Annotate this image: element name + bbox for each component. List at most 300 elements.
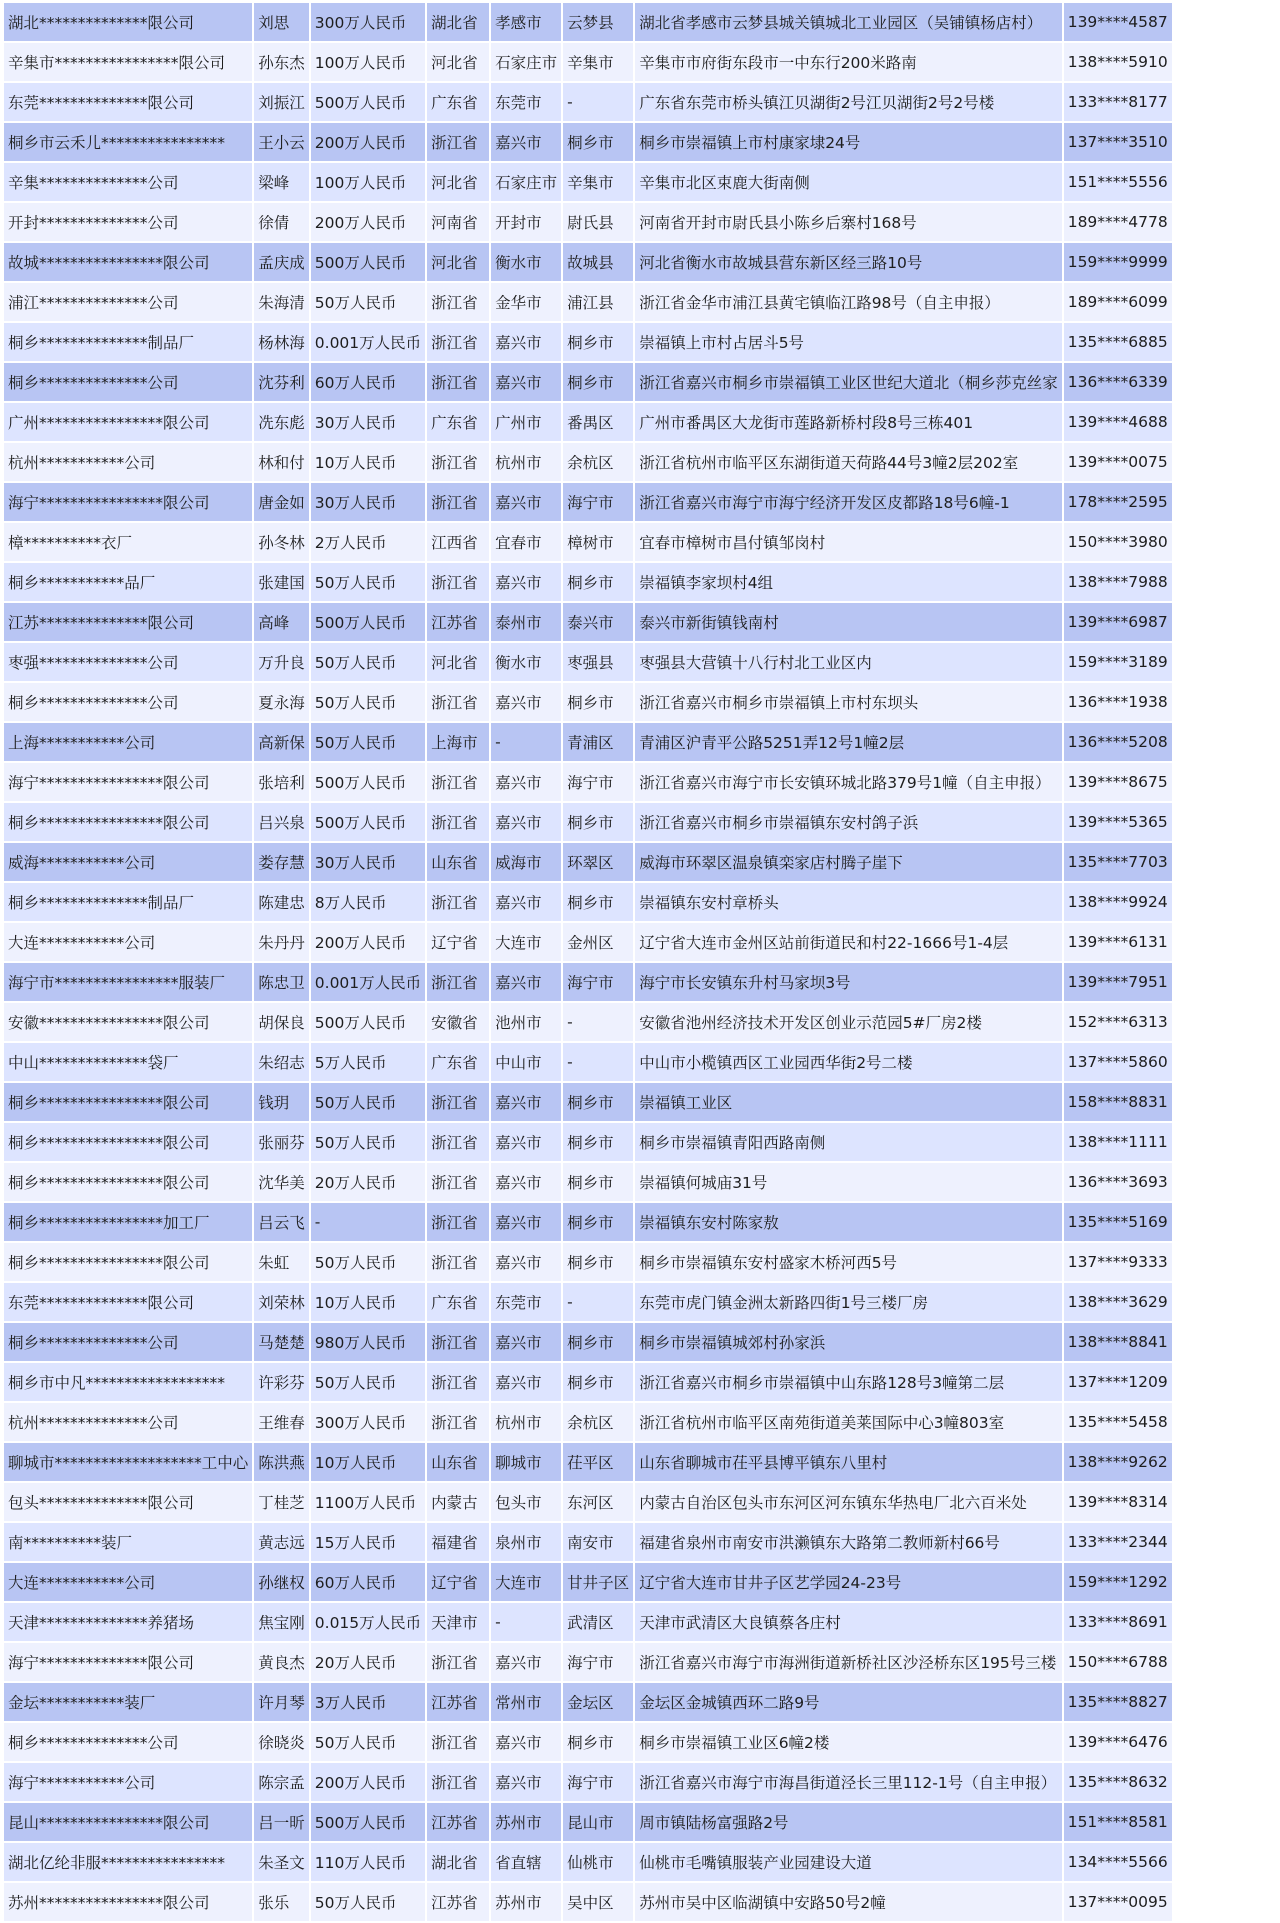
phone-cell: 139****5365 <box>1064 803 1174 843</box>
company-name-cell: 桐乡****************限公司 <box>4 1083 254 1123</box>
table-row <box>4 1763 1174 1803</box>
phone-cell: 137****3510 <box>1064 123 1174 163</box>
district-cell: 桐乡市 <box>563 1243 635 1283</box>
district-cell: 桐乡市 <box>563 883 635 923</box>
registered-capital-cell: 50万人民币 <box>311 643 427 683</box>
address-cell: 宜春市樟树市昌付镇邹岗村 <box>635 523 1064 563</box>
phone-cell: 151****5556 <box>1064 163 1174 203</box>
company-name-cell: 海宁***********公司 <box>4 1763 254 1803</box>
table-row <box>4 1643 1174 1683</box>
province-cell: 河北省 <box>427 643 491 683</box>
registered-capital-cell: 0.015万人民币 <box>311 1603 427 1643</box>
province-cell: 江西省 <box>427 523 491 563</box>
phone-cell: 150****6788 <box>1064 1643 1174 1683</box>
contact-name-cell: 高新保 <box>254 723 311 763</box>
city-cell: 大连市 <box>491 1563 563 1603</box>
province-cell: 上海市 <box>427 723 491 763</box>
district-cell: 海宁市 <box>563 1643 635 1683</box>
registered-capital-cell: 50万人民币 <box>311 563 427 603</box>
address-cell: 威海市环翠区温泉镇栾家店村腾子崖下 <box>635 843 1064 883</box>
phone-cell: 135****7703 <box>1064 843 1174 883</box>
registered-capital-cell: 30万人民币 <box>311 483 427 523</box>
registered-capital-cell: 20万人民币 <box>311 1163 427 1203</box>
registered-capital-cell: 30万人民币 <box>311 403 427 443</box>
district-cell: 桐乡市 <box>563 1123 635 1163</box>
phone-cell: 139****6131 <box>1064 923 1174 963</box>
phone-cell: 135****5458 <box>1064 1403 1174 1443</box>
address-cell: 浙江省嘉兴市海宁市长安镇环城北路379号1幢（自主申报） <box>635 763 1064 803</box>
company-name-cell: 桐乡****************限公司 <box>4 1243 254 1283</box>
table-row <box>4 1043 1174 1083</box>
province-cell: 浙江省 <box>427 1163 491 1203</box>
address-cell: 枣强县大营镇十八行村北工业区内 <box>635 643 1064 683</box>
registered-capital-cell: 50万人民币 <box>311 1123 427 1163</box>
city-cell: 嘉兴市 <box>491 763 563 803</box>
table-row <box>4 1483 1174 1523</box>
contact-name-cell: 张培利 <box>254 763 311 803</box>
table-row <box>4 203 1174 243</box>
registered-capital-cell: 15万人民币 <box>311 1523 427 1563</box>
table-body <box>4 3 1174 1923</box>
address-cell: 桐乡市崇福镇东安村盛家木桥河西5号 <box>635 1243 1064 1283</box>
address-cell: 浙江省嘉兴市海宁市海昌街道泾长三里112-1号（自主申报） <box>635 1763 1064 1803</box>
city-cell: 嘉兴市 <box>491 883 563 923</box>
table-row <box>4 243 1174 283</box>
address-cell: 泰兴市新街镇钱南村 <box>635 603 1064 643</box>
province-cell: 浙江省 <box>427 323 491 363</box>
registered-capital-cell: 110万人民币 <box>311 1843 427 1883</box>
city-cell: 嘉兴市 <box>491 963 563 1003</box>
table-row <box>4 1403 1174 1443</box>
district-cell: 武清区 <box>563 1603 635 1643</box>
registered-capital-cell: 50万人民币 <box>311 723 427 763</box>
address-cell: 中山市小榄镇西区工业园西华街2号二楼 <box>635 1043 1064 1083</box>
phone-cell: 135****5169 <box>1064 1203 1174 1243</box>
table-row <box>4 283 1174 323</box>
contact-name-cell: 吕一昕 <box>254 1803 311 1843</box>
province-cell: 浙江省 <box>427 803 491 843</box>
registered-capital-cell: 500万人民币 <box>311 603 427 643</box>
district-cell: 樟树市 <box>563 523 635 563</box>
city-cell: 泉州市 <box>491 1523 563 1563</box>
company-name-cell: 海宁市****************服装厂 <box>4 963 254 1003</box>
phone-cell: 139****0075 <box>1064 443 1174 483</box>
address-cell: 安徽省池州经济技术开发区创业示范园5#厂房2楼 <box>635 1003 1064 1043</box>
contact-name-cell: 黄志远 <box>254 1523 311 1563</box>
registered-capital-cell: 500万人民币 <box>311 803 427 843</box>
address-cell: 辽宁省大连市金州区站前街道民和村22-1666号1-4层 <box>635 923 1064 963</box>
company-name-cell: 苏州****************限公司 <box>4 1883 254 1923</box>
phone-cell: 138****9262 <box>1064 1443 1174 1483</box>
province-cell: 湖北省 <box>427 3 491 43</box>
phone-cell: 137****5860 <box>1064 1043 1174 1083</box>
address-cell: 浙江省嘉兴市桐乡市崇福镇东安村鸽子浜 <box>635 803 1064 843</box>
city-cell: - <box>491 723 563 763</box>
district-cell: 浦江县 <box>563 283 635 323</box>
phone-cell: 135****8632 <box>1064 1763 1174 1803</box>
table-row <box>4 643 1174 683</box>
registered-capital-cell: 50万人民币 <box>311 1083 427 1123</box>
registered-capital-cell: 500万人民币 <box>311 83 427 123</box>
province-cell: 福建省 <box>427 1523 491 1563</box>
city-cell: 威海市 <box>491 843 563 883</box>
phone-cell: 139****6987 <box>1064 603 1174 643</box>
province-cell: 天津市 <box>427 1603 491 1643</box>
contact-name-cell: 张丽芬 <box>254 1123 311 1163</box>
address-cell: 崇福镇何城庙31号 <box>635 1163 1064 1203</box>
registered-capital-cell: 20万人民币 <box>311 1643 427 1683</box>
district-cell: 吴中区 <box>563 1883 635 1923</box>
phone-cell: 139****8675 <box>1064 763 1174 803</box>
city-cell: 东莞市 <box>491 1283 563 1323</box>
phone-cell: 137****9333 <box>1064 1243 1174 1283</box>
phone-cell: 136****6339 <box>1064 363 1174 403</box>
contact-name-cell: 朱圣文 <box>254 1843 311 1883</box>
registered-capital-cell: 8万人民币 <box>311 883 427 923</box>
district-cell: 桐乡市 <box>563 1083 635 1123</box>
address-cell: 桐乡市崇福镇青阳西路南侧 <box>635 1123 1064 1163</box>
contact-name-cell: 陈建忠 <box>254 883 311 923</box>
province-cell: 浙江省 <box>427 563 491 603</box>
table-row <box>4 1843 1174 1883</box>
table-row <box>4 43 1174 83</box>
city-cell: 杭州市 <box>491 1403 563 1443</box>
registered-capital-cell: 60万人民币 <box>311 1563 427 1603</box>
table-row <box>4 1163 1174 1203</box>
table-row <box>4 603 1174 643</box>
district-cell: 桐乡市 <box>563 323 635 363</box>
company-name-cell: 桐乡**************公司 <box>4 683 254 723</box>
phone-cell: 189****4778 <box>1064 203 1174 243</box>
contact-name-cell: 孙东杰 <box>254 43 311 83</box>
contact-name-cell: 唐金如 <box>254 483 311 523</box>
contact-name-cell: 刘振江 <box>254 83 311 123</box>
address-cell: 河南省开封市尉氏县小陈乡后寨村168号 <box>635 203 1064 243</box>
address-cell: 内蒙古自治区包头市东河区河东镇东华热电厂北六百米处 <box>635 1483 1064 1523</box>
company-name-cell: 昆山****************限公司 <box>4 1803 254 1843</box>
province-cell: 河北省 <box>427 163 491 203</box>
district-cell: 余杭区 <box>563 1403 635 1443</box>
company-name-cell: 开封**************公司 <box>4 203 254 243</box>
contact-name-cell: 许彩芬 <box>254 1363 311 1403</box>
district-cell: 余杭区 <box>563 443 635 483</box>
district-cell: 海宁市 <box>563 763 635 803</box>
registered-capital-cell: 10万人民币 <box>311 1283 427 1323</box>
table-row <box>4 683 1174 723</box>
table-row <box>4 723 1174 763</box>
district-cell: 云梦县 <box>563 3 635 43</box>
phone-cell: 137****1209 <box>1064 1363 1174 1403</box>
registered-capital-cell: 980万人民币 <box>311 1323 427 1363</box>
district-cell: 桐乡市 <box>563 803 635 843</box>
district-cell: 桐乡市 <box>563 1723 635 1763</box>
contact-name-cell: 刘荣林 <box>254 1283 311 1323</box>
phone-cell: 136****3693 <box>1064 1163 1174 1203</box>
city-cell: 嘉兴市 <box>491 123 563 163</box>
district-cell: 辛集市 <box>563 43 635 83</box>
phone-cell: 136****1938 <box>1064 683 1174 723</box>
address-cell: 浙江省嘉兴市海宁市海洲街道新桥社区沙泾桥东区195号三楼 <box>635 1643 1064 1683</box>
address-cell: 山东省聊城市茌平县博平镇东八里村 <box>635 1443 1064 1483</box>
registered-capital-cell: 50万人民币 <box>311 683 427 723</box>
city-cell: 苏州市 <box>491 1883 563 1923</box>
company-name-cell: 湖北**************限公司 <box>4 3 254 43</box>
registered-capital-cell: 500万人民币 <box>311 243 427 283</box>
province-cell: 江苏省 <box>427 1803 491 1843</box>
address-cell: 广州市番禺区大龙街市莲路新桥村段8号三栋401 <box>635 403 1064 443</box>
table-row <box>4 963 1174 1003</box>
company-name-cell: 海宁****************限公司 <box>4 483 254 523</box>
phone-cell: 150****3980 <box>1064 523 1174 563</box>
province-cell: 河南省 <box>427 203 491 243</box>
city-cell: 金华市 <box>491 283 563 323</box>
contact-name-cell: 胡保良 <box>254 1003 311 1043</box>
district-cell: 甘井子区 <box>563 1563 635 1603</box>
address-cell: 青浦区沪青平公路5251弄12号1幢2层 <box>635 723 1064 763</box>
address-cell: 海宁市长安镇东升村马家坝3号 <box>635 963 1064 1003</box>
registered-capital-cell: 300万人民币 <box>311 1403 427 1443</box>
contact-name-cell: 王维春 <box>254 1403 311 1443</box>
city-cell: 嘉兴市 <box>491 323 563 363</box>
city-cell: 嘉兴市 <box>491 803 563 843</box>
company-name-cell: 金坛***********装厂 <box>4 1683 254 1723</box>
company-name-cell: 聊城市*******************工中心 <box>4 1443 254 1483</box>
registered-capital-cell: 200万人民币 <box>311 123 427 163</box>
registered-capital-cell: 1100万人民币 <box>311 1483 427 1523</box>
company-name-cell: 海宁****************限公司 <box>4 763 254 803</box>
table-row <box>4 1523 1174 1563</box>
table-row <box>4 1883 1174 1923</box>
registered-capital-cell: 10万人民币 <box>311 1443 427 1483</box>
table-row <box>4 323 1174 363</box>
province-cell: 浙江省 <box>427 1243 491 1283</box>
registered-capital-cell: 30万人民币 <box>311 843 427 883</box>
contact-name-cell: 娄存慧 <box>254 843 311 883</box>
city-cell: 石家庄市 <box>491 163 563 203</box>
registered-capital-cell: 200万人民币 <box>311 1763 427 1803</box>
table-row <box>4 923 1174 963</box>
contact-name-cell: 孙继权 <box>254 1563 311 1603</box>
city-cell: 省直辖 <box>491 1843 563 1883</box>
province-cell: 河北省 <box>427 43 491 83</box>
registered-capital-cell: 10万人民币 <box>311 443 427 483</box>
company-name-cell: 威海***********公司 <box>4 843 254 883</box>
company-name-cell: 桐乡****************限公司 <box>4 1123 254 1163</box>
registered-capital-cell: 50万人民币 <box>311 1723 427 1763</box>
phone-cell: 138****1111 <box>1064 1123 1174 1163</box>
phone-cell: 139****4587 <box>1064 3 1174 43</box>
district-cell: 桐乡市 <box>563 683 635 723</box>
table-row <box>4 83 1174 123</box>
phone-cell: 137****0095 <box>1064 1883 1174 1923</box>
company-name-cell: 中山**************袋厂 <box>4 1043 254 1083</box>
city-cell: 衡水市 <box>491 643 563 683</box>
phone-cell: 159****3189 <box>1064 643 1174 683</box>
city-cell: 嘉兴市 <box>491 1203 563 1243</box>
province-cell: 内蒙古 <box>427 1483 491 1523</box>
province-cell: 广东省 <box>427 83 491 123</box>
contact-name-cell: 夏永海 <box>254 683 311 723</box>
contact-name-cell: 黄良杰 <box>254 1643 311 1683</box>
city-cell: 嘉兴市 <box>491 1323 563 1363</box>
province-cell: 广东省 <box>427 1283 491 1323</box>
table-row <box>4 803 1174 843</box>
contact-name-cell: 孙冬林 <box>254 523 311 563</box>
registered-capital-cell: 50万人民币 <box>311 1243 427 1283</box>
province-cell: 安徽省 <box>427 1003 491 1043</box>
city-cell: 广州市 <box>491 403 563 443</box>
phone-cell: 139****4688 <box>1064 403 1174 443</box>
address-cell: 浙江省嘉兴市桐乡市崇福镇中山东路128号3幢第二层 <box>635 1363 1064 1403</box>
address-cell: 崇福镇李家坝村4组 <box>635 563 1064 603</box>
company-name-cell: 上海***********公司 <box>4 723 254 763</box>
district-cell: 故城县 <box>563 243 635 283</box>
contact-name-cell: 孟庆成 <box>254 243 311 283</box>
contact-name-cell: 吕兴泉 <box>254 803 311 843</box>
phone-cell: 135****8827 <box>1064 1683 1174 1723</box>
address-cell: 浙江省杭州市临平区南苑街道美莱国际中心3幢803室 <box>635 1403 1064 1443</box>
contact-name-cell: 陈洪燕 <box>254 1443 311 1483</box>
registered-capital-cell: 100万人民币 <box>311 43 427 83</box>
company-name-cell: 桐乡****************限公司 <box>4 1163 254 1203</box>
contact-name-cell: 高峰 <box>254 603 311 643</box>
table-row <box>4 1683 1174 1723</box>
phone-cell: 139****7951 <box>1064 963 1174 1003</box>
province-cell: 浙江省 <box>427 1123 491 1163</box>
city-cell: 池州市 <box>491 1003 563 1043</box>
contact-name-cell: 王小云 <box>254 123 311 163</box>
province-cell: 浙江省 <box>427 283 491 323</box>
province-cell: 浙江省 <box>427 1203 491 1243</box>
district-cell: - <box>563 1283 635 1323</box>
contact-name-cell: 丁桂芝 <box>254 1483 311 1523</box>
registered-capital-cell: 500万人民币 <box>311 1803 427 1843</box>
district-cell: 昆山市 <box>563 1803 635 1843</box>
contact-name-cell: 钱玥 <box>254 1083 311 1123</box>
address-cell: 辽宁省大连市甘井子区艺学园24-23号 <box>635 1563 1064 1603</box>
address-cell: 广东省东莞市桥头镇江贝湖街2号江贝湖街2号2号楼 <box>635 83 1064 123</box>
phone-cell: 133****8691 <box>1064 1603 1174 1643</box>
province-cell: 江苏省 <box>427 1683 491 1723</box>
address-cell: 桐乡市崇福镇工业区6幢2楼 <box>635 1723 1064 1763</box>
city-cell: 嘉兴市 <box>491 1123 563 1163</box>
city-cell: 嘉兴市 <box>491 1163 563 1203</box>
address-cell: 仙桃市毛嘴镇服装产业园建设大道 <box>635 1843 1064 1883</box>
contact-name-cell: 刘思 <box>254 3 311 43</box>
phone-cell: 136****5208 <box>1064 723 1174 763</box>
registered-capital-cell: 5万人民币 <box>311 1043 427 1083</box>
district-cell: 辛集市 <box>563 163 635 203</box>
company-name-cell: 枣强**************公司 <box>4 643 254 683</box>
company-name-cell: 海宁**************限公司 <box>4 1643 254 1683</box>
address-cell: 崇福镇上市村占居斗5号 <box>635 323 1064 363</box>
phone-cell: 133****2344 <box>1064 1523 1174 1563</box>
registered-capital-cell: 100万人民币 <box>311 163 427 203</box>
company-name-cell: 桐乡市中凡****************** <box>4 1363 254 1403</box>
company-name-cell: 桐乡****************限公司 <box>4 803 254 843</box>
province-cell: 浙江省 <box>427 1323 491 1363</box>
address-cell: 崇福镇东安村章桥头 <box>635 883 1064 923</box>
province-cell: 辽宁省 <box>427 923 491 963</box>
table-row <box>4 1723 1174 1763</box>
contact-name-cell: 陈忠卫 <box>254 963 311 1003</box>
phone-cell: 138****7988 <box>1064 563 1174 603</box>
city-cell: 孝感市 <box>491 3 563 43</box>
city-cell: 嘉兴市 <box>491 1723 563 1763</box>
province-cell: 山东省 <box>427 1443 491 1483</box>
province-cell: 河北省 <box>427 243 491 283</box>
company-name-cell: 桐乡**************制品厂 <box>4 323 254 363</box>
table-row <box>4 843 1174 883</box>
registered-capital-cell: 500万人民币 <box>311 763 427 803</box>
city-cell: 嘉兴市 <box>491 683 563 723</box>
province-cell: 江苏省 <box>427 1883 491 1923</box>
company-name-cell: 辛集市****************限公司 <box>4 43 254 83</box>
table-row <box>4 1083 1174 1123</box>
province-cell: 浙江省 <box>427 963 491 1003</box>
table-row <box>4 1563 1174 1603</box>
company-name-cell: 杭州**************公司 <box>4 1403 254 1443</box>
contact-name-cell: 徐晓炎 <box>254 1723 311 1763</box>
table-row <box>4 1803 1174 1843</box>
table-row <box>4 1443 1174 1483</box>
province-cell: 湖北省 <box>427 1843 491 1883</box>
company-name-cell: 东莞**************限公司 <box>4 1283 254 1323</box>
registered-capital-cell: 200万人民币 <box>311 203 427 243</box>
city-cell: - <box>491 1603 563 1643</box>
contact-name-cell: 沈芬利 <box>254 363 311 403</box>
city-cell: 中山市 <box>491 1043 563 1083</box>
table-row <box>4 523 1174 563</box>
city-cell: 嘉兴市 <box>491 1083 563 1123</box>
province-cell: 浙江省 <box>427 1643 491 1683</box>
address-cell: 辛集市北区束鹿大街南侧 <box>635 163 1064 203</box>
address-cell: 福建省泉州市南安市洪濑镇东大路第二教师新村66号 <box>635 1523 1064 1563</box>
district-cell: 枣强县 <box>563 643 635 683</box>
phone-cell: 138****9924 <box>1064 883 1174 923</box>
company-name-cell: 包头**************限公司 <box>4 1483 254 1523</box>
phone-cell: 134****5566 <box>1064 1843 1174 1883</box>
province-cell: 浙江省 <box>427 1363 491 1403</box>
company-name-cell: 天津**************养猪场 <box>4 1603 254 1643</box>
district-cell: 泰兴市 <box>563 603 635 643</box>
table-row <box>4 563 1174 603</box>
contact-name-cell: 万升良 <box>254 643 311 683</box>
contact-name-cell: 张建国 <box>254 563 311 603</box>
district-cell: 南安市 <box>563 1523 635 1563</box>
company-name-cell: 杭州***********公司 <box>4 443 254 483</box>
table-row <box>4 1363 1174 1403</box>
contact-name-cell: 徐倩 <box>254 203 311 243</box>
province-cell: 浙江省 <box>427 123 491 163</box>
address-cell: 桐乡市崇福镇城郊村孙家浜 <box>635 1323 1064 1363</box>
district-cell: 金坛区 <box>563 1683 635 1723</box>
phone-cell: 133****8177 <box>1064 83 1174 123</box>
company-name-cell: 南**********装厂 <box>4 1523 254 1563</box>
contact-name-cell: 朱虹 <box>254 1243 311 1283</box>
contact-name-cell: 马楚楚 <box>254 1323 311 1363</box>
district-cell: 仙桃市 <box>563 1843 635 1883</box>
contact-name-cell: 陈宗孟 <box>254 1763 311 1803</box>
city-cell: 常州市 <box>491 1683 563 1723</box>
province-cell: 浙江省 <box>427 363 491 403</box>
province-cell: 浙江省 <box>427 483 491 523</box>
contact-name-cell: 冼东彪 <box>254 403 311 443</box>
address-cell: 浙江省嘉兴市桐乡市崇福镇上市村东坝头 <box>635 683 1064 723</box>
district-cell: 桐乡市 <box>563 363 635 403</box>
company-name-cell: 大连***********公司 <box>4 1563 254 1603</box>
address-cell: 浙江省嘉兴市桐乡市崇福镇工业区世纪大道北（桐乡莎克丝家 <box>635 363 1064 403</box>
